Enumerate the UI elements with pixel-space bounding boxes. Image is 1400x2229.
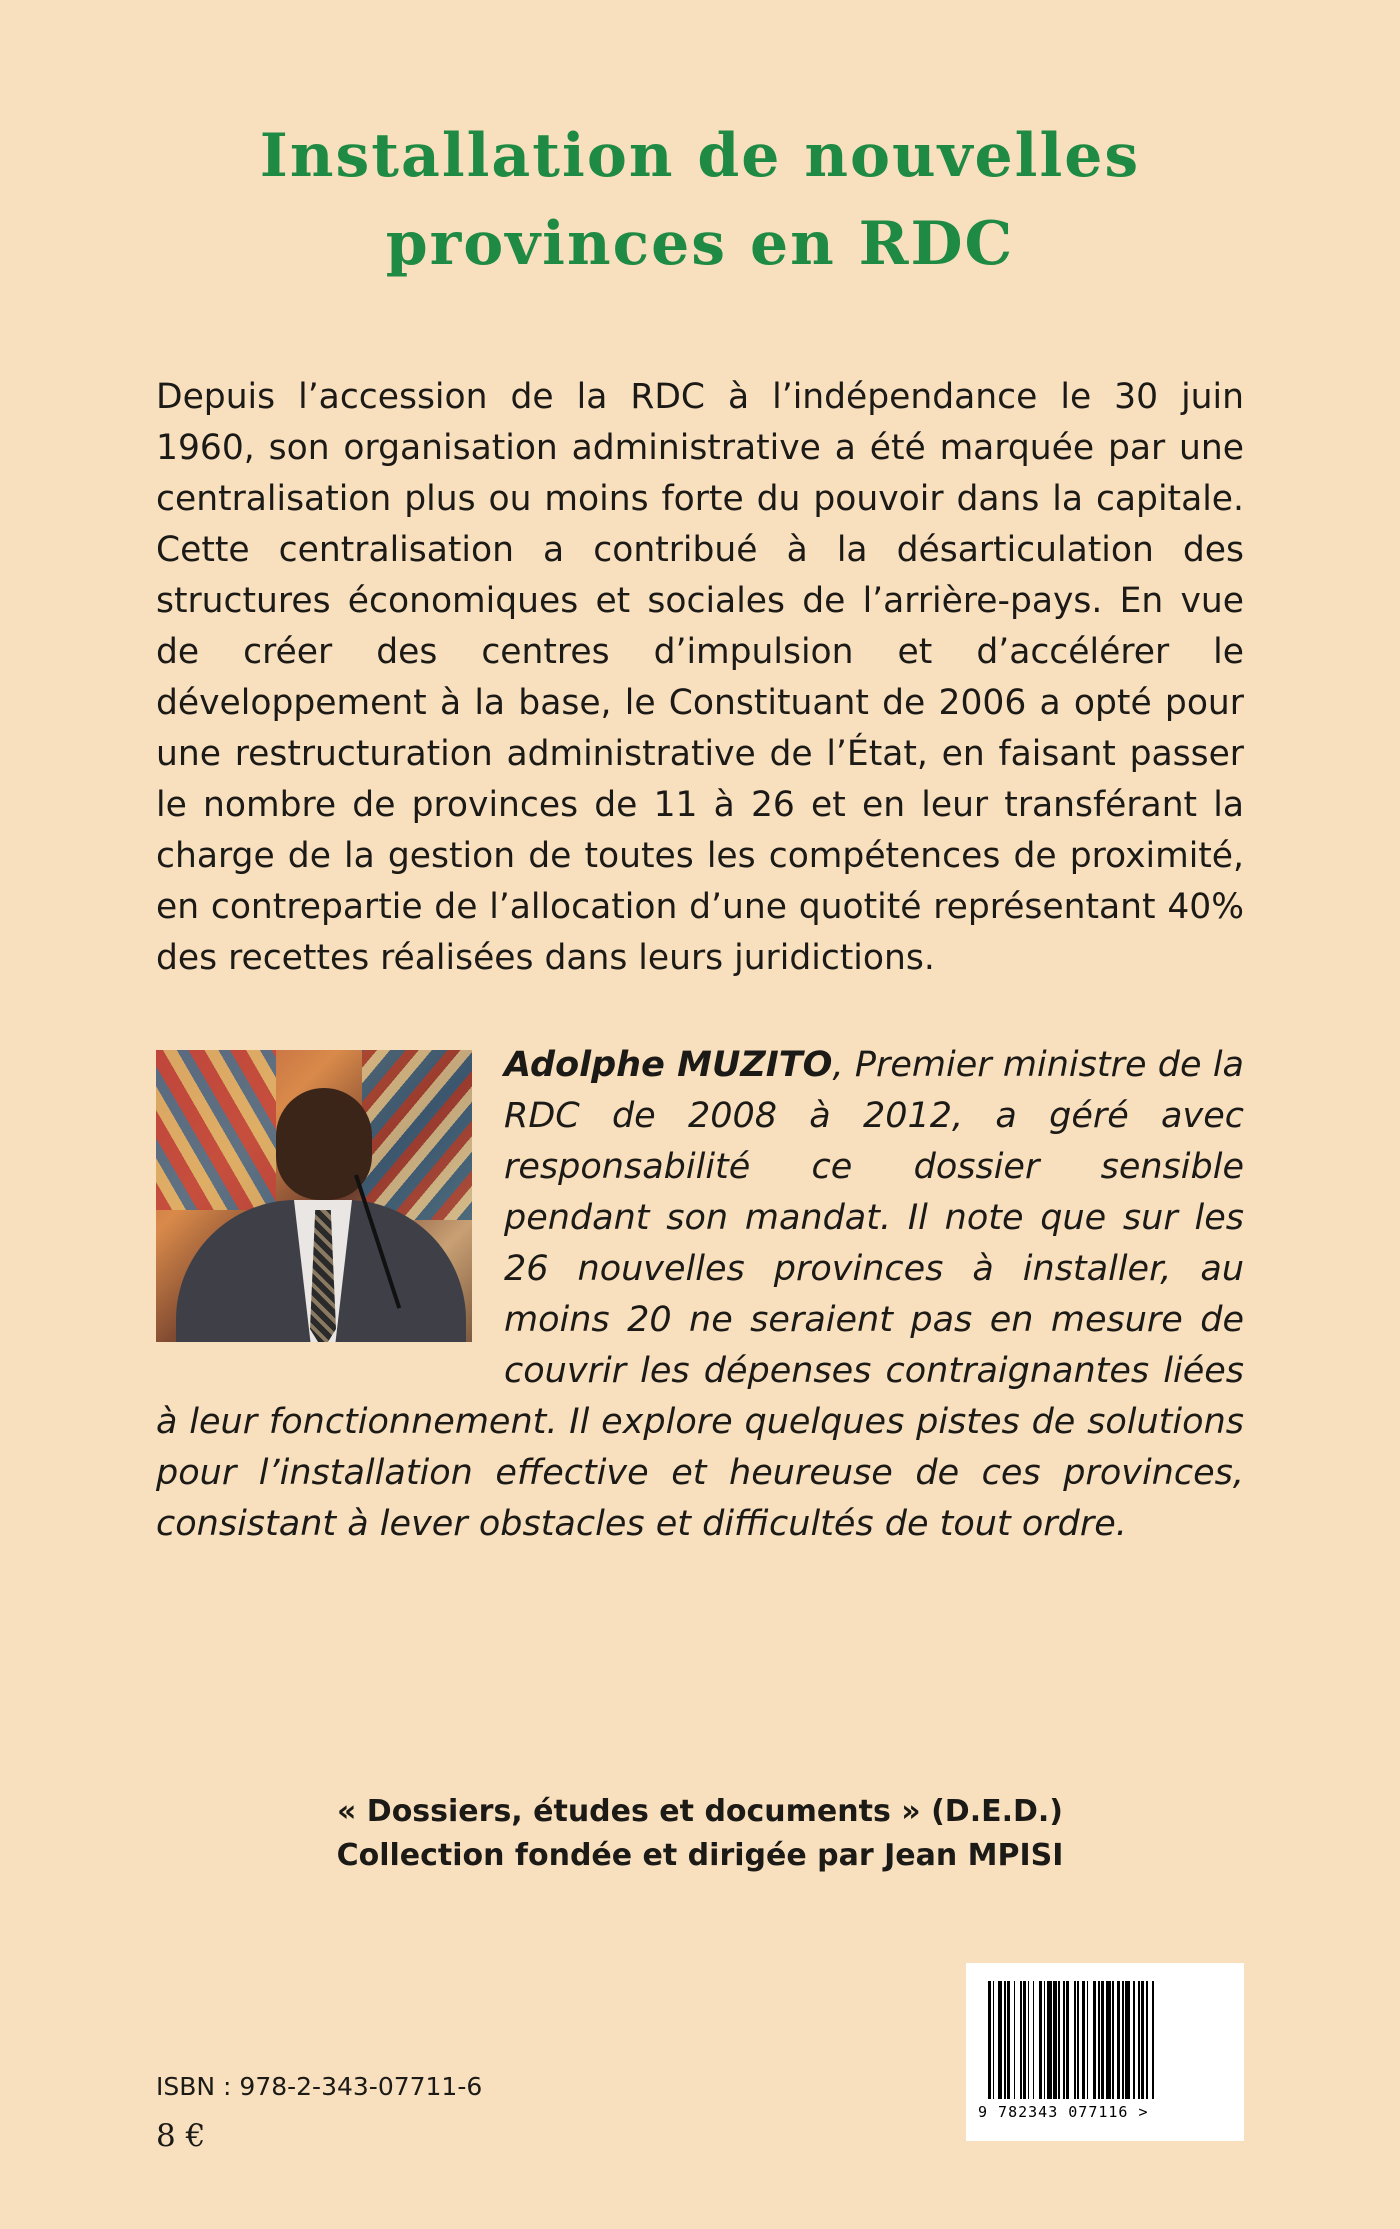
photo-background-art xyxy=(156,1050,276,1210)
price: 8 € xyxy=(156,2118,206,2154)
barcode-bar xyxy=(1154,1981,1157,2099)
author-paragraph xyxy=(156,1040,1244,1550)
book-title-line-1: Installation de nouvelles xyxy=(259,121,1141,191)
photo-background-art xyxy=(362,1050,472,1220)
book-title-line-2: provinces en RDC xyxy=(385,209,1015,279)
isbn: ISBN : 978-2-343-07711-6 xyxy=(156,2072,483,2101)
collection-director: Collection fondée et dirigée par Jean MPISI xyxy=(336,1838,1064,1873)
barcode-bars xyxy=(988,1981,1222,2099)
collection-series: « Dossiers, études et documents » (D.E.D.) xyxy=(336,1794,1064,1829)
author-name: Adolphe MUZITO xyxy=(504,1045,833,1085)
collection-info xyxy=(0,1790,1400,1878)
barcode xyxy=(966,1963,1244,2141)
barcode-digits: 9 782343 077116 > xyxy=(978,2103,1149,2121)
author-bio: , Premier ministre de la RDC de 2008 à 2012, a géré avec responsabilité ce dossier sensible pendant son mandat. Il note que sur les 26 nouvelles provinces à installer, au moins 20 ne seraient pas en mesure de couvrir les dépenses contraignantes liées à leur fonctionnement. Il explore quelques pistes de solutions pour l’installation effective et heureuse de ces provinces, consistant à lever obstacles et difficultés de tout ordre. xyxy=(156,1045,1244,1544)
book-title xyxy=(0,112,1400,288)
author-photo xyxy=(156,1050,472,1342)
intro-paragraph: Depuis l’accession de la RDC à l’indépendance le 30 juin 1960, son organisation administrative a été marquée par une centralisation plus ou moins forte du pouvoir dans la capitale. Cette centralisation a contribué à la désarticulation des structures économiques et sociales de l’arrière-pays. En vue de créer des centres d’impulsion et d’accélérer le développement à la base, le Constituant de 2006 a opté pour une restructuration administrative de l’État, en faisant passer le nombre de provinces de 11 à 26 et en leur transférant la charge de la gestion de toutes les compétences de proximité, en contrepartie de l’allocation d’une quotité représentant 40% des recettes réalisées dans leurs juridictions. xyxy=(156,377,1244,978)
